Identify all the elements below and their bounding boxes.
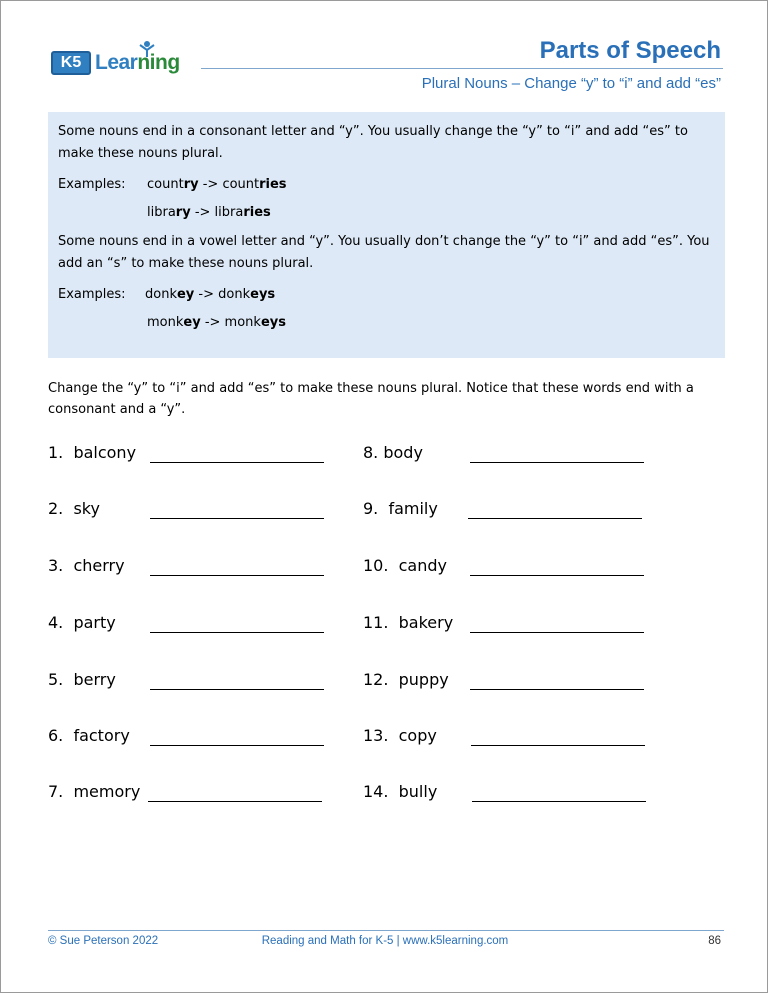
- exercise-item: [48, 726, 130, 748]
- example-base: libra: [214, 205, 244, 220]
- item-word: copy: [398, 726, 437, 745]
- answer-blank[interactable]: [148, 801, 322, 802]
- item-word: body: [383, 443, 423, 462]
- item-word: cherry: [73, 556, 125, 575]
- item-word: party: [73, 613, 116, 632]
- example-base: donk: [218, 287, 251, 302]
- answer-blank[interactable]: [468, 518, 642, 519]
- example-ending: eys: [260, 315, 286, 330]
- logo-wordmark-part1: Lear: [95, 51, 138, 74]
- example-base: monk: [147, 315, 184, 330]
- answer-blank[interactable]: [150, 632, 324, 633]
- item-word: factory: [73, 726, 130, 745]
- item-word: sky: [73, 499, 100, 518]
- example-base: monk: [224, 315, 261, 330]
- footer-website-link[interactable]: Reading and Math for K-5 | www.k5learning.com: [261, 935, 509, 947]
- footer-rule: [48, 930, 724, 931]
- page-number: 86: [708, 935, 721, 947]
- item-number: 1.: [48, 443, 64, 462]
- answer-blank[interactable]: [150, 689, 324, 690]
- answer-blank[interactable]: [150, 518, 324, 519]
- answer-blank[interactable]: [470, 632, 644, 633]
- example-ending: ey: [183, 315, 201, 330]
- exercise-item: [363, 556, 447, 578]
- item-number: 6.: [48, 726, 64, 745]
- logo-box: K5: [51, 51, 91, 75]
- answer-blank[interactable]: [472, 801, 646, 802]
- item-number: 8.: [363, 443, 379, 462]
- example-ending: ries: [259, 177, 287, 192]
- item-word: berry: [73, 670, 116, 689]
- item-number: 11.: [363, 613, 389, 632]
- example-text: [147, 312, 286, 334]
- exercise-item: [48, 670, 116, 692]
- example-base: count: [147, 177, 184, 192]
- exercise-item: [363, 443, 423, 465]
- rule-paragraph-consonant: Some nouns end in a consonant letter and “y”. You usually change the “y” to “i” and add “es” to make these nouns plural.: [58, 124, 688, 161]
- exercise-item: [48, 782, 140, 804]
- item-number: 7.: [48, 782, 64, 801]
- logo-wordmark-part2: ning: [137, 51, 180, 74]
- example-arrow: ->: [198, 177, 223, 192]
- item-number: 14.: [363, 782, 389, 801]
- example-base: donk: [145, 287, 177, 302]
- example-text: [147, 174, 287, 196]
- item-word: puppy: [398, 670, 449, 689]
- page-title: Parts of Speech: [539, 37, 721, 64]
- answer-blank[interactable]: [150, 745, 324, 746]
- answer-blank[interactable]: [470, 575, 644, 576]
- item-number: 3.: [48, 556, 64, 575]
- example-row: [58, 281, 716, 309]
- answer-blank[interactable]: [470, 462, 644, 463]
- item-number: 9.: [363, 499, 379, 518]
- example-row: [58, 199, 716, 227]
- exercise-item: [363, 782, 437, 804]
- examples-label: Examples:: [58, 287, 126, 302]
- exercise-instructions: Change the “y” to “i” and add “es” to make these nouns plural. Notice that these words end with a consonant and a “y”.: [48, 381, 694, 417]
- example-ending: ry: [175, 205, 191, 220]
- exercise-item: [48, 443, 136, 465]
- rule-paragraph-vowel: Some nouns end in a vowel letter and “y”. You usually don’t change the “y” to “i” and add “es”. You add an “s” to make these nouns plural.: [58, 234, 710, 271]
- item-word: candy: [398, 556, 447, 575]
- example-text: [147, 202, 271, 224]
- exercise-item: [363, 726, 437, 748]
- exercise-item: [48, 613, 116, 635]
- item-number: 12.: [363, 670, 389, 689]
- exercise-item: [48, 499, 100, 521]
- example-row: [58, 309, 716, 337]
- exercise-item: [363, 670, 449, 692]
- item-number: 10.: [363, 556, 389, 575]
- item-number: 4.: [48, 613, 64, 632]
- example-arrow: ->: [194, 287, 219, 302]
- exercise-item: [363, 499, 438, 521]
- answer-blank[interactable]: [150, 575, 324, 576]
- k5-learning-logo: [51, 39, 191, 77]
- item-word: bakery: [398, 613, 454, 632]
- logo-figure-icon: [137, 39, 157, 59]
- answer-blank[interactable]: [470, 689, 644, 690]
- example-arrow: ->: [190, 205, 215, 220]
- item-word: balcony: [73, 443, 137, 462]
- item-word: memory: [73, 782, 141, 801]
- examples-label: Examples:: [58, 177, 126, 192]
- answer-blank[interactable]: [471, 745, 645, 746]
- example-ending: eys: [250, 287, 276, 302]
- example-ending: ry: [183, 177, 199, 192]
- exercise-item: [363, 613, 453, 635]
- example-base: libra: [147, 205, 176, 220]
- item-number: 5.: [48, 670, 64, 689]
- example-ending: ries: [243, 205, 271, 220]
- item-word: bully: [398, 782, 438, 801]
- example-ending: ey: [176, 287, 195, 302]
- item-number: 13.: [363, 726, 389, 745]
- example-base: count: [222, 177, 260, 192]
- example-arrow: ->: [200, 315, 225, 330]
- example-text: [145, 284, 275, 306]
- answer-blank[interactable]: [150, 462, 324, 463]
- example-row: [58, 171, 716, 199]
- item-number: 2.: [48, 499, 64, 518]
- explanation-box: [48, 112, 725, 358]
- header-rule: [201, 68, 723, 69]
- page-subtitle: Plural Nouns – Change “y” to “i” and add “es”: [421, 75, 721, 92]
- copyright-text: © Sue Peterson 2022: [48, 935, 159, 947]
- exercise-item: [48, 556, 125, 578]
- item-word: family: [388, 499, 438, 518]
